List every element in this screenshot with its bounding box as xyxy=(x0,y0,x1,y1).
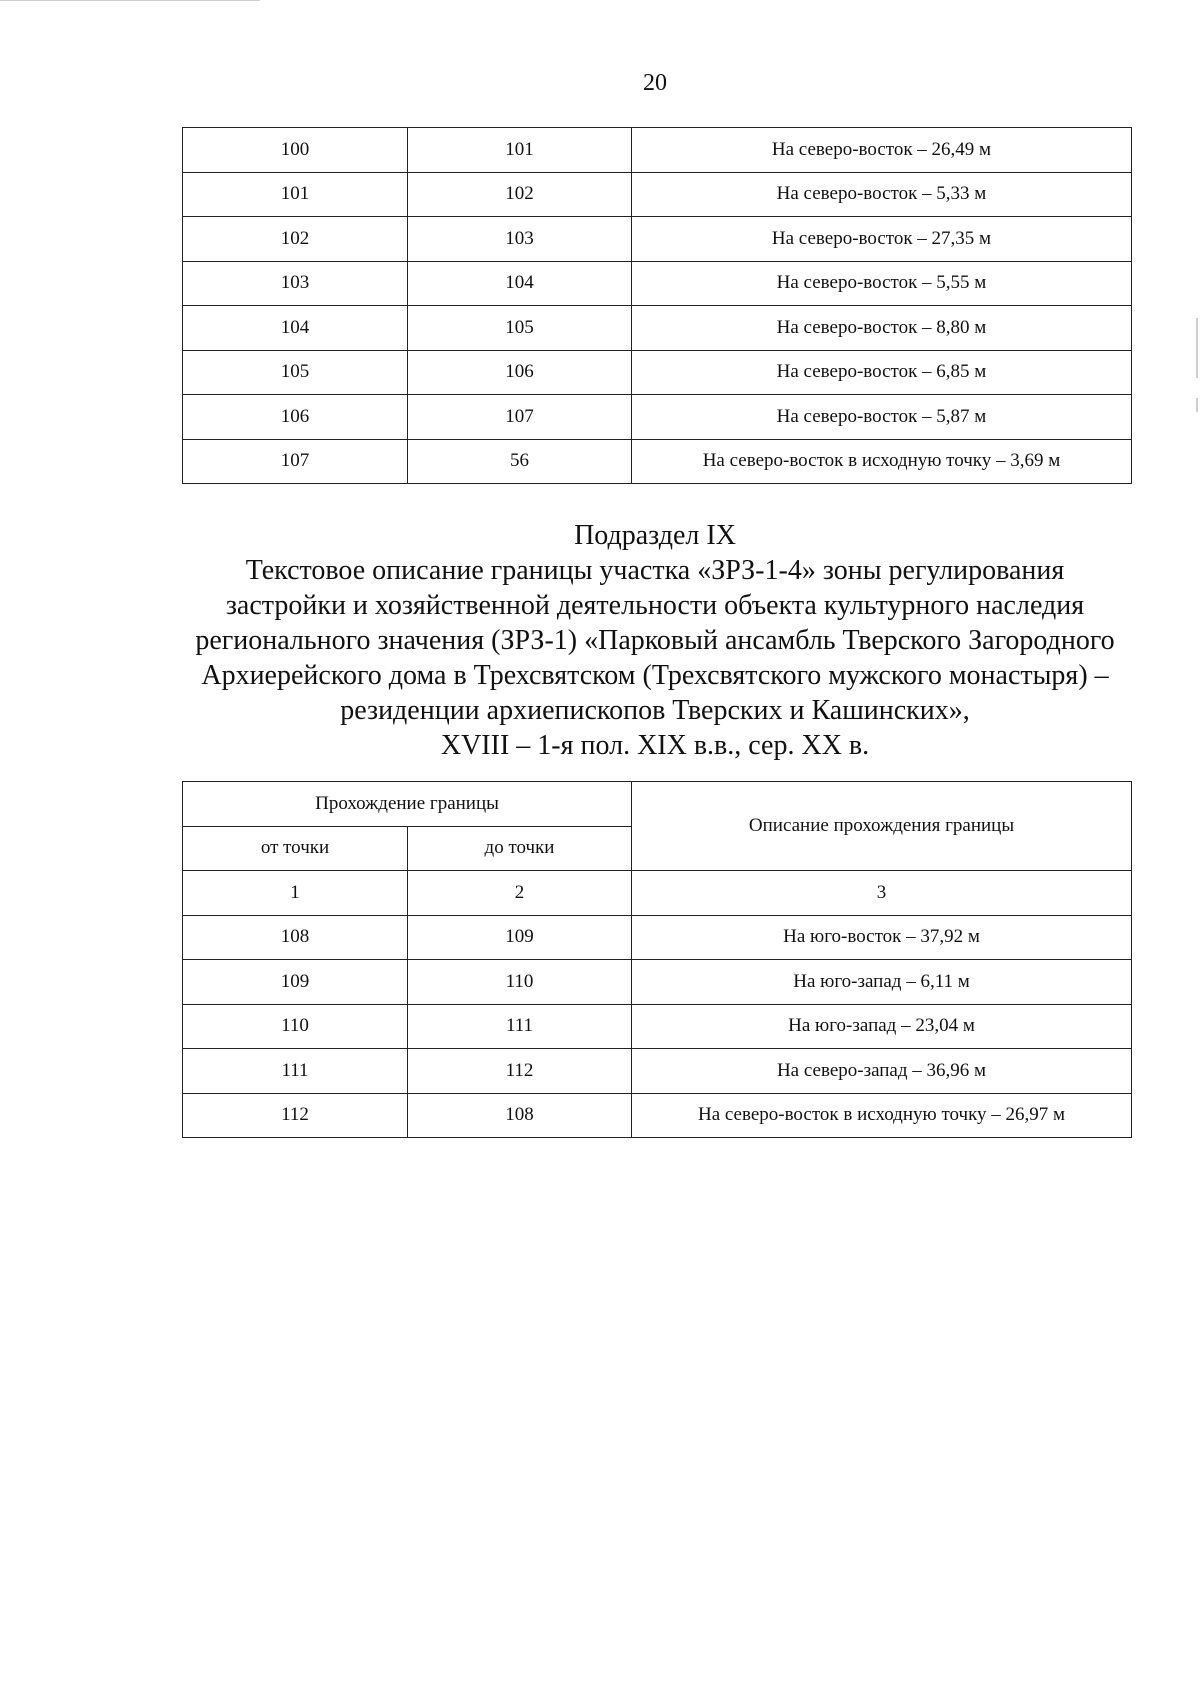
from-point-cell: 112 xyxy=(183,1093,408,1138)
column-number: 1 xyxy=(183,871,408,916)
to-point-cell: 101 xyxy=(408,128,632,173)
table-row xyxy=(183,395,1132,440)
table-row xyxy=(183,1093,1132,1138)
header-boundary-passage: Прохождение границы xyxy=(183,782,632,827)
description-cell: На северо-восток – 26,49 м xyxy=(632,128,1132,173)
to-point-cell: 111 xyxy=(408,1004,632,1049)
to-point-cell: 56 xyxy=(408,439,632,484)
from-point-cell: 101 xyxy=(183,172,408,217)
from-point-cell: 110 xyxy=(183,1004,408,1049)
to-point-cell: 103 xyxy=(408,217,632,262)
from-point-cell: 105 xyxy=(183,350,408,395)
description-cell: На северо-восток – 5,55 м xyxy=(632,261,1132,306)
scan-edge-mark xyxy=(1196,398,1198,412)
to-point-cell: 102 xyxy=(408,172,632,217)
description-cell: На юго-запад – 23,04 м xyxy=(632,1004,1132,1049)
to-point-cell: 110 xyxy=(408,960,632,1005)
heading-line: Подраздел IX xyxy=(574,520,736,551)
table-row xyxy=(183,1004,1132,1049)
heading-line: XVIII – 1-я пол. XIX в.в., сер. XX в. xyxy=(440,730,870,761)
from-point-cell: 103 xyxy=(183,261,408,306)
to-point-cell: 105 xyxy=(408,306,632,351)
table-row xyxy=(183,960,1132,1005)
header-description: Описание прохождения границы xyxy=(632,782,1132,871)
description-cell: На северо-запад – 36,96 м xyxy=(632,1049,1132,1094)
from-point-cell: 106 xyxy=(183,395,408,440)
page-number: 20 xyxy=(643,70,667,96)
table-row xyxy=(183,128,1132,173)
boundary-table-zrz-1-4 xyxy=(182,781,1132,1138)
table-row xyxy=(183,915,1132,960)
header-from-point: от точки xyxy=(183,826,408,871)
table-row xyxy=(183,306,1132,351)
from-point-cell: 104 xyxy=(183,306,408,351)
from-point-cell: 111 xyxy=(183,1049,408,1094)
column-number-row xyxy=(183,871,1132,916)
description-cell: На северо-восток – 6,85 м xyxy=(632,350,1132,395)
scan-edge-mark xyxy=(0,0,260,1)
heading-line: регионального значения (ЗРЗ-1) «Парковый ансамбль Тверского Загородного xyxy=(195,625,1115,656)
to-point-cell: 108 xyxy=(408,1093,632,1138)
subsection-heading xyxy=(150,518,1160,763)
to-point-cell: 107 xyxy=(408,395,632,440)
from-point-cell: 107 xyxy=(183,439,408,484)
table-row xyxy=(183,439,1132,484)
boundary-table-continued xyxy=(182,127,1132,484)
description-cell: На северо-восток – 27,35 м xyxy=(632,217,1132,262)
description-cell: На юго-восток – 37,92 м xyxy=(632,915,1132,960)
to-point-cell: 104 xyxy=(408,261,632,306)
table-row xyxy=(183,1049,1132,1094)
description-cell: На северо-восток – 5,33 м xyxy=(632,172,1132,217)
heading-line: Архиерейского дома в Трехсвятском (Трехсвятского мужского монастыря) – xyxy=(201,660,1109,691)
description-cell: На северо-восток – 8,80 м xyxy=(632,306,1132,351)
header-to-point: до точки xyxy=(408,826,632,871)
description-cell: На северо-восток – 5,87 м xyxy=(632,395,1132,440)
to-point-cell: 112 xyxy=(408,1049,632,1094)
table-row xyxy=(183,350,1132,395)
from-point-cell: 102 xyxy=(183,217,408,262)
description-cell: На северо-восток в исходную точку – 26,97 м xyxy=(632,1093,1132,1138)
description-cell: На северо-восток в исходную точку – 3,69 м xyxy=(632,439,1132,484)
from-point-cell: 100 xyxy=(183,128,408,173)
column-number: 3 xyxy=(632,871,1132,916)
heading-line: застройки и хозяйственной деятельности объекта культурного наследия xyxy=(225,590,1085,621)
from-point-cell: 109 xyxy=(183,960,408,1005)
table-row xyxy=(183,217,1132,262)
table-row xyxy=(183,172,1132,217)
to-point-cell: 109 xyxy=(408,915,632,960)
column-number: 2 xyxy=(408,871,632,916)
heading-line: Текстовое описание границы участка «ЗРЗ-1-4» зоны регулирования xyxy=(245,555,1065,586)
to-point-cell: 106 xyxy=(408,350,632,395)
heading-line: резиденции архиепископов Тверских и Кашинских», xyxy=(340,695,970,726)
description-cell: На юго-запад – 6,11 м xyxy=(632,960,1132,1005)
scan-edge-mark xyxy=(1196,318,1198,378)
table-header-row xyxy=(183,782,1132,827)
table-row xyxy=(183,261,1132,306)
from-point-cell: 108 xyxy=(183,915,408,960)
